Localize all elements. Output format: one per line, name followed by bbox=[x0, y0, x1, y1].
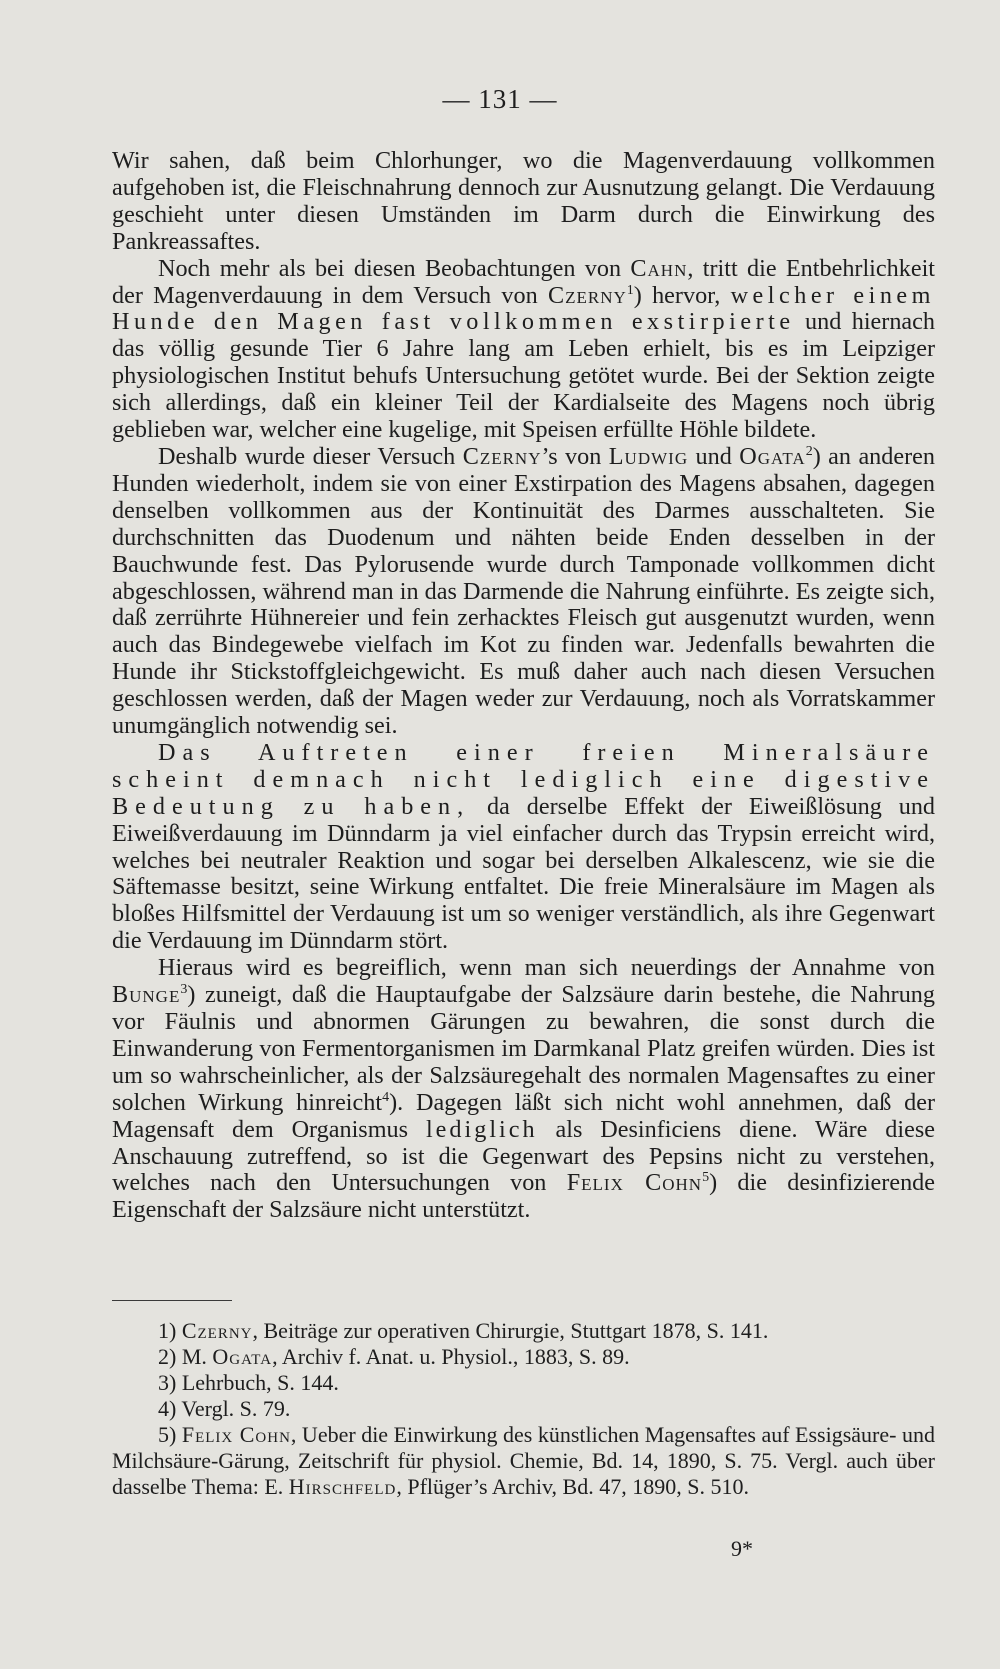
author-name: Cahn bbox=[630, 254, 688, 282]
author-name: Czerny bbox=[547, 281, 627, 309]
signature-mark: 9* bbox=[731, 1536, 753, 1561]
paragraph-1: Wir sahen, daß beim Chlorhunger, wo die Magenverdauung vollkommen aufgehoben ist, die Fleischnahrung dennoch zur Ausnutzung gelangt. Die Verdauung geschieht unter diesen Umständen im Darm durch die Einwirkung des Pankreassaftes. bbox=[112, 147, 935, 255]
footnote-ref[interactable]: 3 bbox=[180, 982, 188, 998]
author-name: Ludwig bbox=[608, 442, 689, 470]
footnote-1: 1) Czerny, Beiträge zur operativen Chirurgie, Stuttgart 1878, S. 141. bbox=[158, 1318, 769, 1343]
paragraph-2: Noch mehr als bei diesen Beobachtungen von Cahn, tritt die Entbehrlichkeit der Magenverdauung in dem Versuch von Czerny$^1$) hervor, welcher einem Hunde den Magen fast vollkommen exstirpierte und hiernach das völlig gesunde Tier 6 Jahre lang am Leben erhielt, bis es im Leipziger physiologischen Institut behufs Untersuchung getötet wurde. Bei der Sektion zeigte sich allerdings, daß ein kleiner Teil der Kardialseite des Magens noch übrig geblieben war, welcher eine kugelige, mit Speisen erfüllte Höhle bildete. bbox=[112, 254, 936, 444]
footnote-2: 2) M. Ogata, Archiv f. Anat. u. Physiol., 1883, S. 89. bbox=[158, 1344, 630, 1369]
paragraph-3: Deshalb wurde dieser Versuch Czerny’s von Ludwig und Ogata$^2$) an anderen Hunden wiederholt, indem sie von einer Exstirpation des Magens absahen, dagegen denselben vollkommen aus der Kontinuität des Darmes ausschalteten. Sie durchschnitten das Duodenum und nähten beide Enden desselben in der Bauchwunde fest. Das Pylorusende wurde durch Tamponade vollkommen dicht abgeschlossen, während man in das Darmende die Nahrung einführte. Es zeigte sich, daß zerrührte Hühnereier und fein zerhacktes Fleisch gut ausgenutzt wurden, wenn auch das Bindegewebe vielfach im Kot zu finden war. Jedenfalls bewahrten die Hunde ihr Stickstoffgleichgewicht. Es muß daher auch nach diesen Versuchen geschlossen werden, daß der Magen weder zur Verdauung, noch als Vorratskammer unumgänglich notwendig sei. bbox=[112, 442, 935, 740]
footnote-divider bbox=[112, 1300, 232, 1301]
footnote-ref[interactable]: 4 bbox=[382, 1089, 390, 1105]
page-number: — 131 — bbox=[442, 84, 558, 114]
paragraph-5: Hieraus wird es begreiflich, wenn man sich neuerdings der Annahme von Bunge$^3$) zuneigt, daß die Hauptaufgabe der Salzsäure darin bestehe, die Nahrung vor Fäulnis und abnormen Gärungen zu bewahren, die sonst durch die Einwanderung von Fermentorganismen im Darmkanal Platz greifen würden. Dies ist um so wahrscheinlicher, als der Salzsäuregehalt des normalen Magensaftes zu einer solchen Wirkung hinreicht$^4$). Dagegen läßt sich nicht wohl annehmen, daß der Magensaft dem Organismus lediglich als Desinficiens diene. Wäre diese Anschauung zutreffend, so ist die Gegenwart des Pepsins nicht zu verstehen, welches nach den Untersuchungen von Felix Cohn$^5$) die desinfizierende Eigenschaft der Salzsäure nicht unterstützt. bbox=[112, 954, 935, 1224]
footnote-5: 5) Felix Cohn, Ueber die Einwirkung des künstlichen Magensaftes auf Essigsäure- und Milchsäure-Gärung, Zeitschrift für physiol. Chemie, Bd. 14, 1890, S. 75. Vergl. auch über dasselbe Thema: E. Hirschfeld, Pflüger’s Archiv, Bd. 47, 1890, S. 510. bbox=[112, 1422, 935, 1499]
footnote-ref[interactable]: 2 bbox=[805, 443, 813, 459]
emphasis-text: Das Auftreten einer freien Mineralsäure scheint demnach nicht lediglich eine digestive Bedeutung zu haben, bbox=[112, 738, 935, 820]
footnote-ref[interactable]: 1 bbox=[626, 282, 634, 298]
emphasis-text: lediglich bbox=[425, 1115, 538, 1143]
footnote-4: 4) Vergl. S. 79. bbox=[158, 1396, 291, 1421]
footnote-3: 3) Lehrbuch, S. 144. bbox=[158, 1370, 339, 1395]
footnotes bbox=[112, 1318, 935, 1500]
author-name: Czerny bbox=[462, 442, 542, 470]
paragraph-4: Das Auftreten einer freien Mineralsäure scheint demnach nicht lediglich eine digestive Bedeutung zu haben, da derselbe Effekt der Eiweißlösung und Eiweißverdauung im Dünndarm ja viel einfacher durch das Trypsin erreicht wird, welches bei neutraler Reaktion und sogar bei derselben Alkalescenz, wie sie die Säftemasse besitzt, seine Wirkung entfaltet. Die freie Mineralsäure im Magen als bloßes Hilfsmittel der Verdauung ist um so weniger verständlich, als ihre Gegenwart die Verdauung im Dünndarm stört. bbox=[112, 738, 936, 955]
footnote-ref[interactable]: 5 bbox=[702, 1170, 710, 1186]
main-text bbox=[112, 148, 935, 1224]
author-name: Bunge bbox=[112, 981, 181, 1009]
author-name: Ogata bbox=[739, 442, 806, 470]
emphasis-text: welcher einem Hunde den Magen fast vollkommen exstirpierte bbox=[112, 281, 935, 336]
author-name: Felix Cohn bbox=[566, 1169, 703, 1197]
